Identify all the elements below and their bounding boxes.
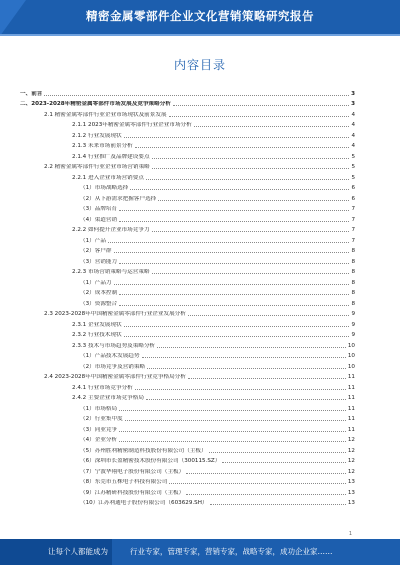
toc-entry-page: 7 (351, 237, 355, 244)
toc-entry-page: 8 (351, 248, 355, 254)
page-number: 1 (348, 531, 352, 537)
toc-entry-title: （2）客户群 (80, 248, 112, 254)
toc-entry-title: 2.3.1 企业发展现状 (72, 321, 122, 328)
toc-entry-page: 12 (347, 468, 355, 475)
toc-entry-page: 10 (347, 363, 355, 370)
toc-heading: 内容目录 (173, 58, 226, 72)
toc-entry[interactable] (20, 465, 355, 476)
toc-leader-dots (146, 398, 346, 400)
toc-entry[interactable] (20, 98, 355, 109)
toc-entry[interactable] (20, 318, 355, 329)
toc-entry[interactable] (20, 182, 355, 193)
toc-entry[interactable] (20, 87, 355, 98)
toc-leader-dots (119, 209, 349, 211)
toc-leader-dots (188, 377, 346, 379)
toc-entry[interactable] (20, 287, 355, 298)
toc-entry-page: 5 (351, 153, 355, 160)
toc-entry-page: 6 (351, 195, 355, 202)
toc-entry-title: （3）同业竞争 (80, 426, 118, 433)
toc-entry-title: 二、2023-2028年精密金属零部件市场发展及竞争策略分析 (20, 101, 171, 107)
toc-leader-dots (119, 304, 349, 306)
toc-entry-page: 4 (351, 122, 355, 128)
toc-entry-title: 2.2.2 如何提升企业市场竞争力 (72, 227, 150, 233)
toc-entry-title: （1）产品技术发展趋势 (80, 353, 140, 359)
footer-banner (0, 539, 400, 565)
toc-entry-title: （2）行业集中度 (80, 416, 123, 422)
toc-entry-title: 2.1.1 2023年精密金属零部件行业企业市场分析 (72, 122, 192, 128)
toc-entry-title: （1）产品力 (80, 279, 112, 286)
toc-entry[interactable] (20, 171, 355, 182)
toc-leader-dots (119, 293, 349, 295)
toc-leader-dots (169, 115, 350, 117)
toc-entry-page: 9 (351, 311, 355, 317)
toc-leader-dots (186, 472, 346, 474)
toc-entry-page: 5 (351, 174, 355, 181)
footer-slogan-lead: 让每个人都能成为 (48, 547, 108, 556)
report-title: 精密金属零部件企业文化营销策略研究报告 (86, 9, 314, 23)
toc-leader-dots (210, 503, 346, 505)
toc-entry[interactable] (20, 476, 355, 487)
toc-entry-title: （2）从下游需求把握客户选择 (80, 195, 157, 202)
toc-entry-title: 2.1.4 行业推广及品牌建设要点 (72, 153, 150, 160)
toc-entry[interactable] (20, 423, 355, 434)
toc-entry-title: 2.3 2023-2028年中国精密金属零部件行业企业发展分析 (44, 311, 186, 317)
footer-slogan: 让每个人都能成为 行业专家，管理专家，营销专家，战略专家，成功企业家…… (48, 547, 333, 556)
toc-entry[interactable] (20, 497, 355, 508)
footer-role: 战略专家 (242, 547, 273, 556)
toc-entry-page: 11 (347, 416, 355, 422)
toc-entry-title: （3）营销能力 (80, 258, 118, 265)
toc-leader-dots (152, 167, 350, 169)
toc-entry-page: 7 (351, 227, 355, 233)
toc-leader-dots (108, 241, 350, 243)
toc-entry-title: （1）市场格局 (80, 405, 118, 412)
toc-entry-page: 4 (351, 132, 355, 139)
toc-entry-title: （1）市场战略选择 (80, 185, 129, 191)
footer-role: 行业专家 (130, 547, 160, 556)
toc-entry-title: 2.2.1 进入企业市场营销要点 (72, 174, 144, 181)
toc-entry-page: 5 (351, 164, 355, 170)
toc-entry[interactable] (20, 486, 355, 497)
toc-entry[interactable] (20, 234, 355, 245)
toc-entry[interactable] (20, 402, 355, 413)
toc-entry-title: （5）苏州胜利精密制造科技股份有限公司（主板） (80, 447, 207, 454)
toc-leader-dots (130, 188, 349, 190)
toc-entry-page: 11 (347, 405, 355, 412)
toc-entry[interactable] (20, 129, 355, 140)
toc-entry[interactable] (20, 360, 355, 371)
toc-leader-dots (135, 146, 350, 148)
toc-entry-title: 2.1 精密金属零部件行业企业市场现状及前景发展 (44, 111, 167, 118)
toc-entry-page: 12 (347, 437, 355, 443)
toc-entry-page: 3 (351, 101, 355, 107)
toc-entry[interactable] (20, 150, 355, 161)
toc-entry-page: 10 (347, 353, 355, 359)
toc-entry[interactable] (20, 444, 355, 455)
toc-leader-dots (125, 419, 346, 421)
toc-entry-title: （4）企业分析 (80, 437, 118, 443)
toc-leader-dots (135, 388, 346, 390)
footer-role: 管理专家 (167, 547, 198, 556)
report-header (0, 0, 400, 36)
toc-leader-dots (119, 440, 346, 442)
footer-role: 成功企业家…… (280, 547, 333, 556)
toc-entry-title: （7）宁波华翔电子股份有限公司（主板） (80, 468, 185, 475)
toc-leader-dots (157, 346, 346, 348)
toc-leader-dots (152, 272, 350, 274)
toc-entry-title: （3）品牌培育 (80, 206, 118, 212)
toc-entry[interactable] (20, 140, 355, 151)
toc-entry-title: 2.3.2 行业技术现状 (72, 332, 122, 338)
toc-leader-dots (119, 262, 349, 264)
toc-entry-page: 8 (351, 290, 355, 296)
toc-entry-page: 4 (351, 143, 355, 149)
toc-entry-title: 2.1.3 未来市场前景分析 (72, 143, 133, 149)
toc-entry-page: 4 (351, 111, 355, 118)
toc-entry-title: （1）产品 (80, 237, 106, 244)
toc-entry-title: 2.4.2 主要企业市场竞争格局 (72, 395, 144, 401)
toc-leader-dots (147, 367, 346, 369)
toc-leader-dots (119, 409, 346, 411)
toc-leader-dots (194, 125, 350, 127)
toc-entry-page: 11 (347, 374, 355, 380)
table-of-contents (20, 87, 355, 507)
toc-entry[interactable] (20, 381, 355, 392)
toc-leader-dots (152, 230, 350, 232)
toc-entry-page: 11 (347, 426, 355, 433)
toc-leader-dots (44, 94, 349, 96)
toc-entry-title: （9）江苏精研科技股份有限公司（主板） (80, 489, 185, 496)
toc-leader-dots (142, 356, 346, 358)
toc-entry-page: 8 (351, 258, 355, 265)
toc-leader-dots (119, 430, 346, 432)
toc-entry-page: 7 (351, 206, 355, 212)
toc-entry[interactable] (20, 119, 355, 130)
header-stripe (0, 34, 400, 36)
toc-entry[interactable] (20, 413, 355, 424)
toc-entry-page: 13 (347, 500, 355, 506)
toc-entry[interactable] (20, 255, 355, 266)
footer-role: 营销专家 (205, 547, 235, 556)
toc-leader-dots (186, 493, 346, 495)
toc-entry-title: （3）资源整合 (80, 300, 118, 307)
toc-entry[interactable] (20, 392, 355, 403)
toc-entry[interactable] (20, 329, 355, 340)
toc-leader-dots (158, 199, 349, 201)
toc-leader-dots (114, 251, 350, 253)
toc-entry[interactable] (20, 108, 355, 119)
toc-entry-title: 2.3.3 技术与市场趋势及策略分析 (72, 342, 156, 349)
toc-leader-dots (152, 157, 350, 159)
toc-entry-page: 8 (351, 279, 355, 286)
toc-entry-page: 8 (351, 300, 355, 307)
toc-entry[interactable] (20, 371, 355, 382)
toc-entry-title: （10）江苏利通电子股份有限公司（603629.SH） (80, 500, 208, 506)
toc-entry-page: 12 (347, 447, 355, 454)
toc-entry[interactable] (20, 266, 355, 277)
toc-leader-dots (173, 104, 349, 106)
toc-entry[interactable] (20, 203, 355, 214)
toc-entry-title: 2.2.3 市场营销策略与运营策略 (72, 269, 150, 275)
toc-entry[interactable] (20, 455, 355, 466)
toc-entry-page: 13 (347, 479, 355, 485)
toc-entry[interactable] (20, 276, 355, 287)
toc-entry-page: 11 (347, 395, 355, 401)
toc-entry[interactable] (20, 161, 355, 172)
toc-leader-dots (188, 314, 350, 316)
toc-entry[interactable] (20, 192, 355, 203)
toc-leader-dots (222, 461, 346, 463)
toc-entry[interactable] (20, 339, 355, 350)
toc-entry-title: 2.4.1 行业市场竞争分析 (72, 384, 133, 391)
toc-leader-dots (114, 283, 350, 285)
toc-leader-dots (146, 178, 349, 180)
toc-entry[interactable] (20, 350, 355, 361)
toc-entry-page: 11 (347, 384, 355, 391)
toc-entry[interactable] (20, 224, 355, 235)
toc-entry-page: 9 (351, 321, 355, 328)
toc-leader-dots (124, 325, 350, 327)
toc-entry-page: 10 (347, 342, 355, 349)
toc-entry-title: （6）深圳市长盈精密技术股份有限公司（300115.SZ） (80, 458, 221, 464)
toc-entry-page: 12 (347, 458, 355, 464)
toc-entry[interactable] (20, 245, 355, 256)
toc-leader-dots (124, 335, 350, 337)
toc-entry-title: （2）市场竞争及营销策略 (80, 363, 146, 370)
toc-entry-title: 2.1.2 行业发展现状 (72, 132, 122, 139)
toc-leader-dots (119, 220, 349, 222)
toc-entry-title: 2.2 精密金属零部件行业企业市场营销策略 (44, 164, 150, 170)
toc-entry-page: 7 (351, 216, 355, 223)
toc-entry-title: （8）东莞市五株电子科技有限公司 (80, 479, 168, 485)
toc-entry-title: 一、前言 (20, 90, 43, 97)
toc-leader-dots (209, 451, 346, 453)
toc-entry-title: （4）渠道营销 (80, 216, 118, 223)
toc-entry-page: 9 (351, 332, 355, 338)
toc-entry-page: 8 (351, 269, 355, 275)
toc-entry[interactable] (20, 434, 355, 445)
toc-entry-page: 3 (351, 90, 355, 97)
toc-entry[interactable] (20, 297, 355, 308)
toc-entry-page: 6 (351, 185, 355, 191)
toc-entry[interactable] (20, 213, 355, 224)
toc-entry-title: （2）成本控制 (80, 290, 118, 296)
toc-entry[interactable] (20, 308, 355, 319)
toc-leader-dots (124, 136, 350, 138)
toc-entry-title: 2.4 2023-2028年中国精密金属零部件行业竞争格局分析 (44, 374, 186, 380)
toc-leader-dots (169, 482, 345, 484)
toc-entry-page: 13 (347, 489, 355, 496)
